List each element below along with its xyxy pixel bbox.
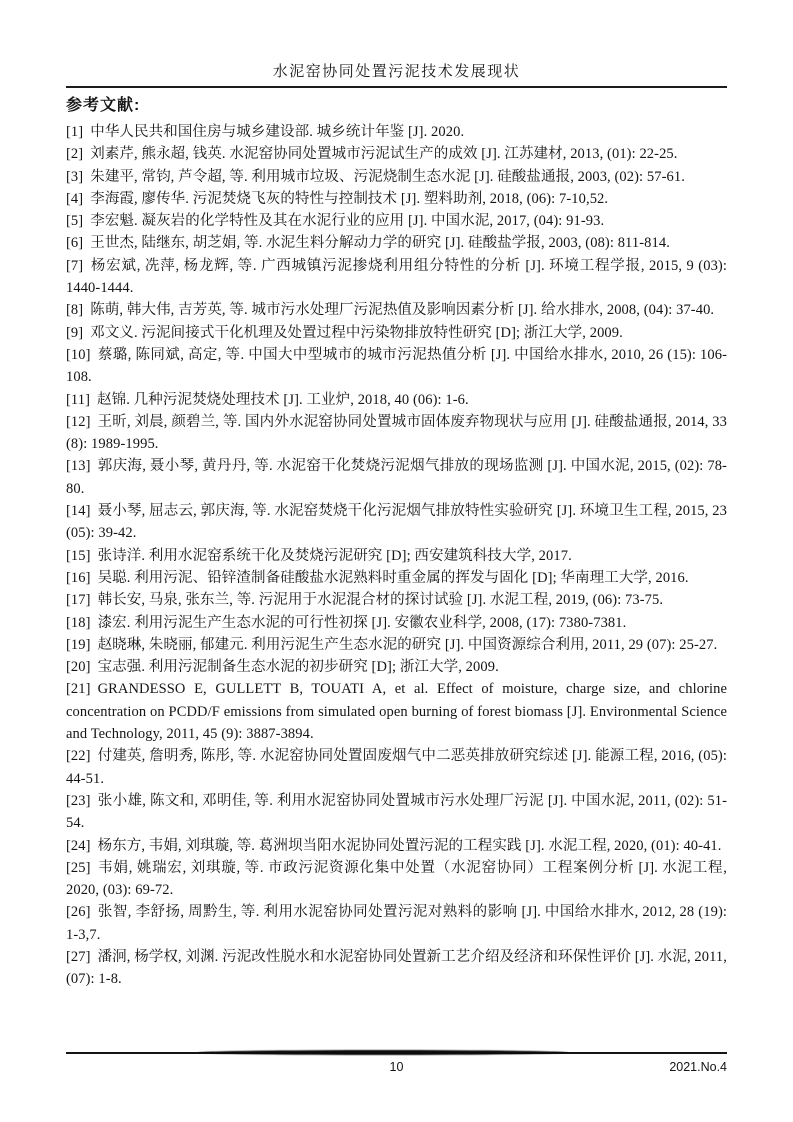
reference-text: 聂小琴, 屈志云, 郭庆海, 等. 水泥窑焚烧干化污泥烟气排放特性实验研究 [J]. 环境卫生工程, 2015, 23 (05): 39-42.	[66, 503, 727, 542]
references-section-title: 参考文献:	[66, 97, 141, 114]
reference-text: 杨宏斌, 冼萍, 杨龙辉, 等. 广西城镇污泥掺烧利用组分特性的分析 [J]. 环境工程学报, 2015, 9 (03): 1440-1444.	[66, 257, 727, 297]
reference-label: [22]	[66, 748, 91, 765]
reference-item	[66, 835, 727, 857]
reference-text: 刘素芹, 熊永超, 钱英. 水泥窑协同处置城市污泥试生产的成效 [J]. 江苏建材, 2013, (01): 22-25.	[90, 146, 678, 163]
reference-item	[66, 612, 727, 634]
reference-item	[66, 166, 727, 188]
reference-item	[66, 188, 727, 210]
page-footer	[66, 1049, 727, 1076]
reference-text: 韩长安, 马泉, 张东兰, 等. 污泥用于水泥混合材的探讨试验 [J]. 水泥工程, 2019, (06): 73-75.	[97, 592, 664, 609]
reference-label: [5]	[66, 213, 84, 230]
reference-text: 潘泂, 杨学权, 刘渊. 污泥改性脱水和水泥窑协同处置新工艺介绍及经济和环保性评价 [J]. 水泥, 2011, (07): 1-8.	[66, 948, 727, 988]
reference-label: [17]	[66, 592, 91, 609]
reference-label: [19]	[66, 636, 91, 653]
reference-label: [7]	[66, 257, 84, 274]
reference-label: [21]	[66, 681, 91, 698]
reference-text: 朱建平, 常钧, 芦令超, 等. 利用城市垃圾、污泥烧制生态水泥 [J]. 硅酸盐通报, 2003, (02): 57-61.	[90, 168, 685, 185]
reference-item	[66, 455, 727, 500]
reference-text: 张智, 李舒扬, 周黔生, 等. 利用水泥窑协同处置污泥对熟料的影响 [J]. 中国给水排水, 2012, 28 (19): 1-3,7.	[66, 904, 727, 943]
reference-text: 张诗洋. 利用水泥窑系统干化及焚烧污泥研究 [D]; 西安建筑科技大学, 2017.	[97, 547, 572, 564]
reference-item	[66, 545, 727, 567]
reference-item	[66, 745, 727, 790]
reference-text: 王昕, 刘晨, 颜碧兰, 等. 国内外水泥窑协同处置城市固体废弃物现状与应用 [J]. 硅酸盐通报, 2014, 33 (8): 1989-1995.	[66, 413, 727, 453]
reference-text: 赵锦. 几种污泥焚烧处理技术 [J]. 工业炉, 2018, 40 (06): 1-6.	[97, 391, 469, 408]
reference-label: [3]	[66, 168, 84, 185]
reference-item	[66, 790, 727, 835]
reference-label: [24]	[66, 837, 91, 854]
reference-text: 蔡璐, 陈同斌, 高定, 等. 中国大中型城市的城市污泥热值分析 [J]. 中国给水排水, 2010, 26 (15): 106-108.	[66, 346, 727, 386]
running-header-title: 水泥窑协同处置污泥技术发展现状	[272, 64, 521, 80]
header-divider	[66, 86, 727, 88]
reference-item	[66, 678, 727, 745]
issue-label: 2021.No.4	[669, 1060, 727, 1074]
reference-label: [13]	[66, 458, 91, 475]
reference-item	[66, 210, 727, 232]
reference-item	[66, 500, 727, 545]
reference-text: 王世杰, 陆继东, 胡芝娟, 等. 水泥生料分解动力学的研究 [J]. 硅酸盐学报, 2003, (08): 811-814.	[90, 235, 670, 252]
reference-text: 赵晓琳, 朱晓丽, 郁建元. 利用污泥生产生态水泥的研究 [J]. 中国资源综合利用, 2011, 29 (07): 25-27.	[97, 636, 718, 653]
reference-label: [16]	[66, 569, 91, 586]
reference-label: [11]	[66, 391, 91, 408]
reference-item	[66, 344, 727, 389]
reference-item	[66, 389, 727, 411]
reference-label: [1]	[66, 124, 84, 140]
reference-label: [20]	[66, 659, 91, 676]
footer-row	[66, 1058, 727, 1076]
reference-item	[66, 946, 727, 991]
reference-text: 邓文义. 污泥间接式干化机理及处置过程中污染物排放特性研究 [D]; 浙江大学, 2009.	[90, 324, 623, 341]
reference-item	[66, 255, 727, 300]
reference-label: [23]	[66, 792, 91, 809]
reference-text: 杨东方, 韦娟, 刘琪璇, 等. 葛洲坝当阳水泥协同处置污泥的工程实践 [J]. 水泥工程, 2020, (01): 40-41.	[97, 837, 722, 854]
reference-item	[66, 232, 727, 254]
reference-item	[66, 567, 727, 589]
reference-text: 中华人民共和国住房与城乡建设部. 城乡统计年鉴 [J]. 2020.	[90, 124, 465, 140]
reference-label: [6]	[66, 235, 84, 252]
reference-text: 漆宏. 利用污泥生产生态水泥的可行性初探 [J]. 安徽农业科学, 2008, (17): 7380-7381.	[97, 614, 627, 631]
page-number: 10	[389, 1060, 404, 1074]
reference-label: [14]	[66, 503, 91, 520]
reference-label: [25]	[66, 859, 91, 876]
footer-divider	[66, 1049, 727, 1056]
reference-label: [10]	[66, 346, 91, 363]
reference-text: 韦娟, 姚瑞宏, 刘琪璇, 等. 市政污泥资源化集中处置（水泥窑协同）工程案例分析 [J]. 水泥工程, 2020, (03): 69-72.	[66, 859, 727, 899]
reference-text: 陈萌, 韩大伟, 吉芳英, 等. 城市污水处理厂污泥热值及影响因素分析 [J]. 给水排水, 2008, (04): 37-40.	[90, 302, 715, 319]
reference-item	[66, 322, 727, 344]
page-content	[66, 62, 727, 991]
reference-label: [26]	[66, 904, 91, 921]
reference-item	[66, 634, 727, 656]
reference-label: [4]	[66, 190, 84, 207]
reference-text: 李宏魁. 凝灰岩的化学特性及其在水泥行业的应用 [J]. 中国水泥, 2017, (04): 91-93.	[90, 213, 605, 230]
reference-text: GRANDESSO E, GULLETT B, TOUATI A, et al. Effect of moisture, charge size, and chlorine concentration on PCDD/F emissions from simulated open burning of forest biomass [J]. Environmental Science and Technology, 2011, 45 (9): 3887-3894.	[66, 681, 727, 743]
reference-text: 宝志强. 利用污泥制备生态水泥的初步研究 [D]; 浙江大学, 2009.	[97, 659, 499, 676]
reference-label: [27]	[66, 948, 91, 965]
reference-item	[66, 589, 727, 611]
reference-item	[66, 901, 727, 946]
reference-text: 吴聪. 利用污泥、铅锌渣制备硅酸盐水泥熟料时重金属的挥发与固化 [D]; 华南理工大学, 2016.	[97, 569, 689, 586]
reference-text: 郭庆海, 聂小琴, 黄丹丹, 等. 水泥窑干化焚烧污泥烟气排放的现场监测 [J]. 中国水泥, 2015, (02): 78-80.	[66, 458, 727, 497]
reference-label: [18]	[66, 614, 91, 631]
reference-item	[66, 857, 727, 902]
reference-label: [8]	[66, 302, 84, 319]
reference-label: [9]	[66, 324, 84, 341]
reference-label: [12]	[66, 413, 91, 430]
reference-item	[66, 143, 727, 165]
reference-item	[66, 299, 727, 321]
reference-item	[66, 121, 727, 143]
reference-item	[66, 411, 727, 456]
reference-text: 张小雄, 陈文和, 邓明佳, 等. 利用水泥窑协同处置城市污水处理厂污泥 [J]. 中国水泥, 2011, (02): 51-54.	[66, 792, 727, 832]
reference-label: [15]	[66, 547, 91, 564]
reference-label: [2]	[66, 146, 84, 163]
reference-item	[66, 656, 727, 678]
reference-text: 李海霞, 廖传华. 污泥焚烧飞灰的特性与控制技术 [J]. 塑料助剂, 2018, (06): 7-10,52.	[90, 190, 609, 207]
reference-text: 付建英, 詹明秀, 陈彤, 等. 水泥窑协同处置固废烟气中二恶英排放研究综述 [J]. 能源工程, 2016, (05): 44-51.	[66, 748, 727, 787]
reference-list	[66, 121, 727, 991]
